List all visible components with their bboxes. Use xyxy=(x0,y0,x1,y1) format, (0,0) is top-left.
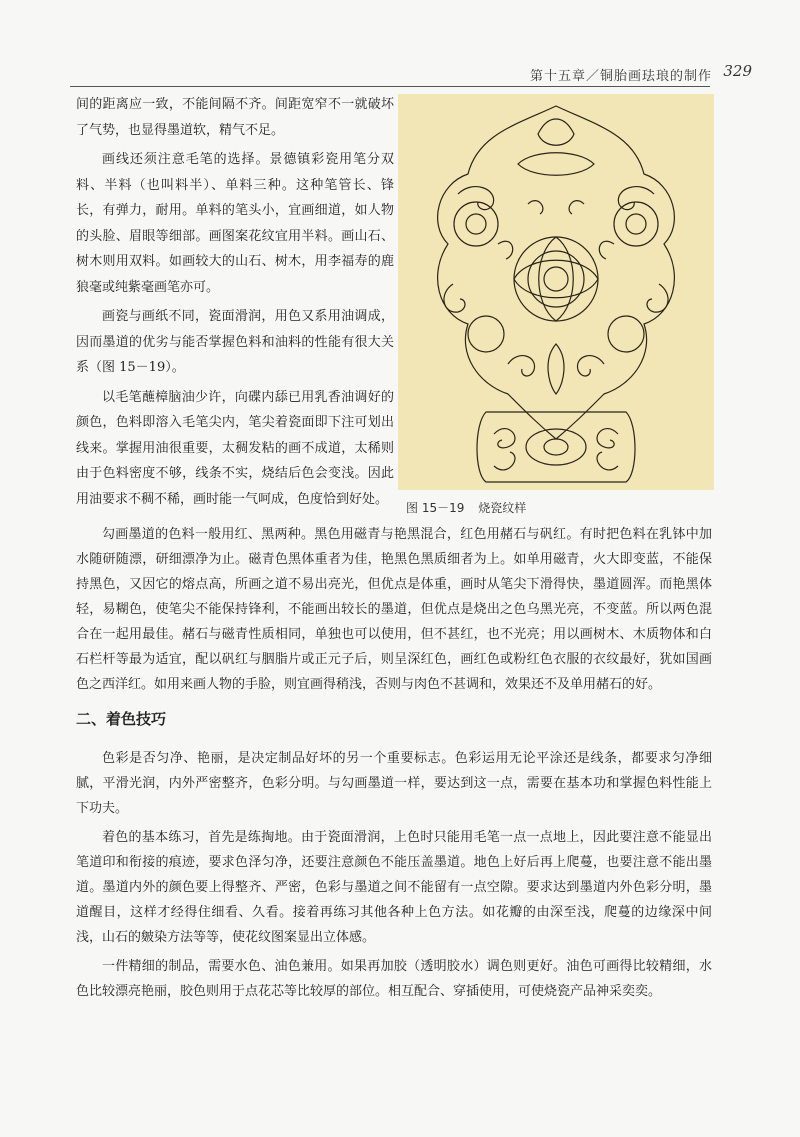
figure-caption xyxy=(406,499,536,516)
chapter-title: 第十五章／铜胎画珐琅的制作 xyxy=(530,69,713,84)
figure-title: 烧瓷纹样 xyxy=(478,501,527,515)
paragraph: 着色的基本练习，首先是练掏地。由于瓷面滑润，上色时只能用毛笔一点一点地上，因此要注意不能显出笔道印和衔接的痕迹，要求色泽匀净，还要注意颜色不能压盖墨道。地色上好后再上爬蔓，也要注意不能出墨道。墨道内外的颜色要上得整齐、严密，色彩与墨道之间不能留有一点空隙。要求达到墨道内外色彩分明，墨道醒目，这样才经得住细看、久看。接着再练习其他各种上色方法。如花瓣的由深至浅，爬蔓的边缘深中间浅，山石的皴染方法等等，使花纹图案显出立体感。 xyxy=(76,830,712,945)
paragraph: 间的距离应一致，不能间隔不齐。间距宽窄不一就破坏了气势，也显得墨道软，精气不足。 xyxy=(76,97,394,138)
paragraph: 画线还须注意毛笔的选择。景德镇彩瓷用笔分双料、半料（也叫料半）、单料三种。这种笔管长、锋长，有弹力，耐用。单料的笔头小，宜画细道，如人物的头脸、眉眼等细部。画图案花纹宜用半料。画山石、树木则用双料。如画较大的山石、树木，用李福寿的鹿狼毫或纯紫毫画笔亦可。 xyxy=(76,152,394,295)
figure-label: 图 15－19 xyxy=(406,501,465,515)
main-text xyxy=(76,522,712,1008)
header-rule xyxy=(70,86,710,87)
paragraph: 一件精细的制品，需要水色、油色兼用。如果再加胶（透明胶水）调色则更好。油色可画得比较精细，水色比较漂亮艳丽，胶色则用于点花芯等比较厚的部位。相互配合、穿插使用，可使烧瓷产品神采奕奕。 xyxy=(76,959,712,999)
left-column-text xyxy=(76,92,394,516)
section-heading: 二、着色技巧 xyxy=(76,710,167,728)
page-number: 329 xyxy=(723,62,752,80)
paragraph: 色彩是否匀净、艳丽，是决定制品好坏的另一个重要标志。色彩运用无论平涂还是线条，都要求匀净细腻，平滑光润，内外严密整齐，色彩分明。与勾画墨道一样，要达到这一点，需要在基本功和掌握色料性能上下功夫。 xyxy=(76,751,712,816)
paragraph: 画瓷与画纸不同，瓷面滑润，用色又系用油调成，因而墨道的优劣与能否掌握色料和油料的性能有很大关系（图 15－19）。 xyxy=(76,309,394,375)
running-header xyxy=(530,62,760,84)
paragraph: 勾画墨道的色料一般用红、黑两种。黑色用磁青与艳黑混合，红色用赭石与矾红。有时把色料在乳钵中加水随研随漂，研细漂净为止。磁青色黑体重者为佳，艳黑色黑质细者为上。如单用磁青，火大即变蓝，不能保持黑色，又因它的熔点高，所画之道不易出亮光，但优点是体重，画时从笔尖下滑得快，墨道圆浑。而艳黑体轻，易糊色，使笔尖不能保持锋利，不能画出较长的墨道，但优点是烧出之色乌黑光亮，不变蓝。所以两色混合在一起用最佳。赭石与磁青性质相同，单独也可以使用，但不甚红，也不光亮；用以画树木、木质物体和白石栏杆等最为适宜，配以矾红与胭脂片或正元子后，则呈深红色，画红色或粉红色衣服的衣纹最好，犹如国画色之西洋红。如用来画人物的手脸，则宜画得稍浅，否则与肉色不甚调和，效果还不及单用赭石的好。 xyxy=(76,527,712,692)
porcelain-pattern-figure xyxy=(398,94,714,490)
ornament-illustration xyxy=(398,94,714,490)
paragraph: 以毛笔蘸樟脑油少许，向碟内舔已用乳香油调好的颜色，色料即溶入毛笔尖内，笔尖着瓷面即下注可划出线来。掌握用油很重要，太稠发粘的画不成道，太稀则由于色料密度不够，线条不实，烧结后色会变浅。因此用油要求不稠不稀，画时能一气呵成，色度恰到好处。 xyxy=(76,389,394,507)
